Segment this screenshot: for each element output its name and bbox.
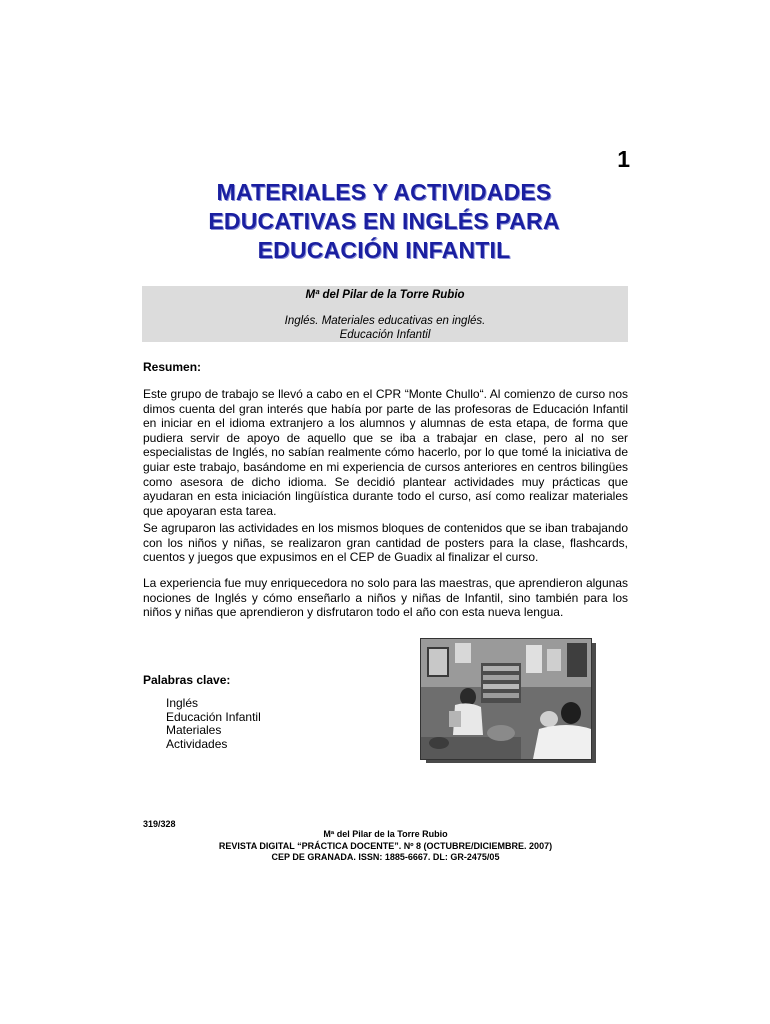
footer [143,829,628,864]
abstract-paragraph: La experiencia fue muy enriquecedora no solo para las maestras, que aprendieron algunas nociones de Inglés y cómo enseñarlo a niños y niñas de Infantil, sino también para los niños y niñas que aprendieron y disfrutaron todo el año con esta nueva lengua. [143,576,628,620]
abstract-heading: Resumen: [143,360,202,374]
page-number: 1 [617,146,630,172]
abstract-paragraph: Se agruparon las actividades en los mismos bloques de contenidos que se iban trabajando con los niños y niñas, se realizaron gran cantidad de posters para la clase, flashcards, cuentos y juegos que expusimos en el CEP de Guadix al finalizar el curso. [143,521,628,565]
author-info-box [142,286,628,342]
keyword-item: Materiales [166,723,222,738]
photo-image [420,638,592,760]
keyword-item: Actividades [166,736,228,751]
title-line: EDUCATIVAS EN INGLÉS PARA [208,208,560,234]
photo-illustration [421,639,591,759]
title-line: EDUCACIÓN INFANTIL [257,237,511,263]
author-name: Mª del Pilar de la Torre Rubio [305,289,465,301]
abstract-paragraph: Este grupo de trabajo se llevó a cabo en el CPR “Monte Chullo“. Al comienzo de curso nos dimos cuenta del gran interés que había por parte de las profesoras de Educación Infantil en iniciar en el idioma extranjero a los alumnos y alumnas de esta etapa, de forma que pudiera servir de apoyo de aquello que se iba a trabajar en clase, pero al no ser especialistas de Inglés, no sabían realmente cómo hacerlo, por lo que tomé la iniciativa de guiar este trabajo, basándome en mi experiencia de cursos anteriores en centros bilingües como asesora de dicho idioma. Se decidió plantear actividades muy prácticas que ayudaran en esta iniciación lingüística durante todo el curso, así como realizar materiales que apoyaran esta tarea. [143,387,628,518]
keyword-item: Educación Infantil [166,709,261,724]
header-keywords-line: Educación Infantil [339,329,431,341]
footer-publisher: CEP DE GRANADA. ISSN: 1885-6667. DL: GR-2475/05 [271,852,500,862]
keywords-list [166,697,261,751]
title-line: MATERIALES Y ACTIVIDADES [216,179,552,205]
footer-author: Mª del Pilar de la Torre Rubio [323,829,448,839]
document-title [140,178,628,265]
footer-journal: REVISTA DIGITAL “PRÁCTICA DOCENTE”. Nº 8 (OCTUBRE/DICIEMBRE. 2007) [218,840,553,851]
classroom-photo [420,638,590,758]
header-keywords-line: Inglés. Materiales educativas en inglés. [284,315,486,327]
footer-page-reference: 319/328 [143,819,176,829]
keywords-heading: Palabras clave: [143,673,231,687]
keyword-item: Inglés [166,696,199,710]
